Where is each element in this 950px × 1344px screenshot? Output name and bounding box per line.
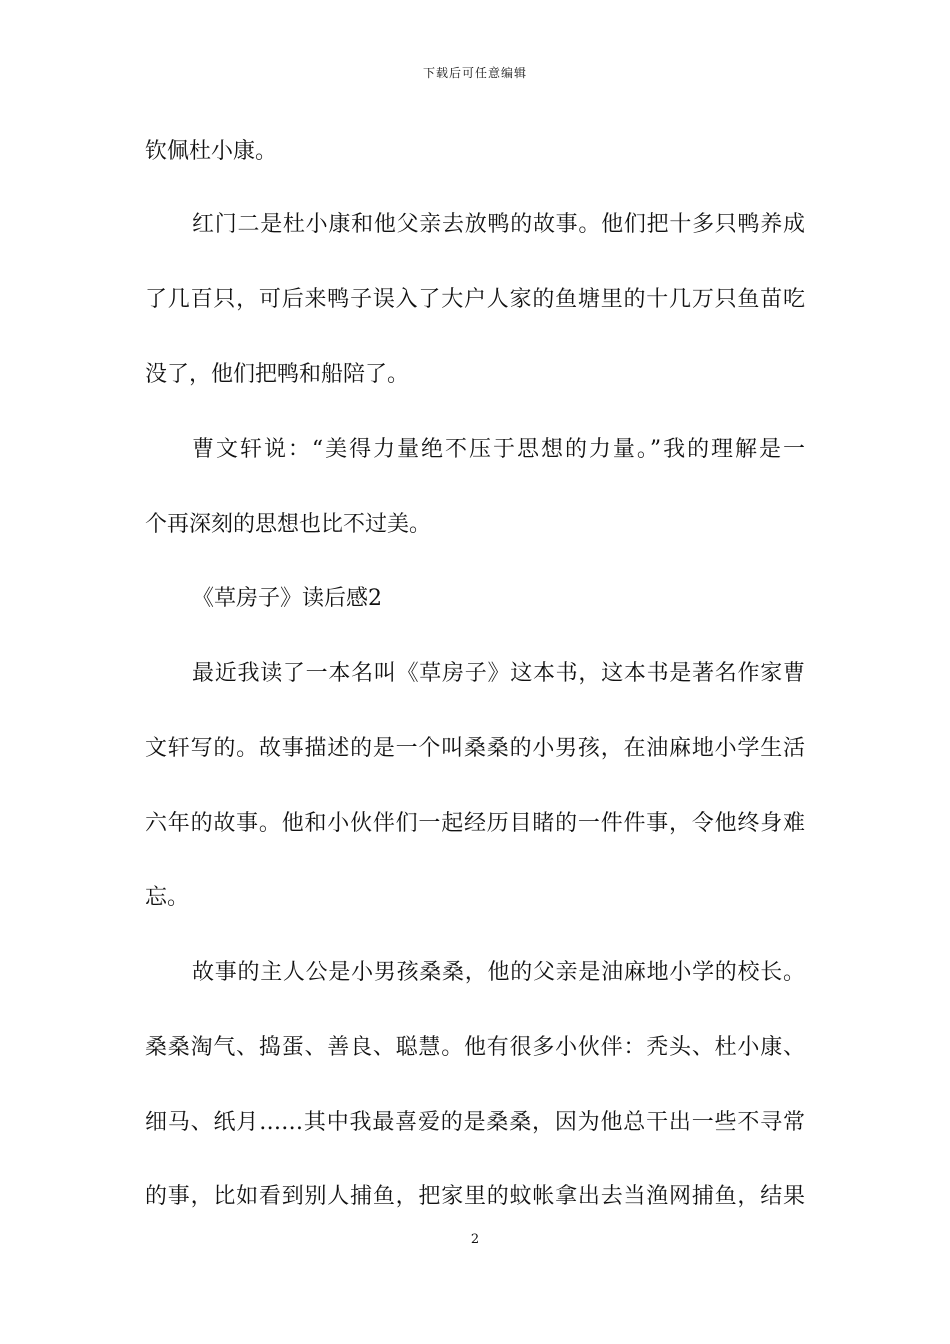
body-line: 的事，比如看到别人捕鱼，把家里的蚊帐拿出去当渔网捕鱼，结果 xyxy=(145,1184,805,1209)
body-line: 钦佩杜小康。 xyxy=(145,139,278,164)
body-line: 曹文轩说：“美得力量绝不压于思想的力量。”我的理解是一 xyxy=(192,437,805,462)
body-line: 故事的主人公是小男孩桑桑，他的父亲是油麻地小学的校长。 xyxy=(192,960,805,985)
body-line: 最近我读了一本名叫《草房子》这本书，这本书是著名作家曹 xyxy=(192,661,805,686)
body-line: 红门二是杜小康和他父亲去放鸭的故事。他们把十多只鸭养成 xyxy=(192,212,805,237)
body-line: 忘。 xyxy=(145,885,190,910)
body-line: 细马、纸月……其中我最喜爱的是桑桑，因为他总干出一些不寻常 xyxy=(145,1110,805,1135)
section-heading: 《草房子》读后感2 xyxy=(192,586,382,611)
body-line: 桑桑淘气、捣蛋、善良、聪慧。他有很多小伙伴：秃头、杜小康、 xyxy=(145,1035,805,1060)
page-number: 2 xyxy=(470,1232,480,1247)
body-line: 个再深刻的思想也比不过美。 xyxy=(145,512,432,537)
body-line: 了几百只，可后来鸭子误入了大户人家的鱼塘里的十几万只鱼苗吃 xyxy=(145,287,805,312)
body-line: 文轩写的。故事描述的是一个叫桑桑的小男孩，在油麻地小学生活 xyxy=(145,736,805,761)
body-line: 六年的故事。他和小伙伴们一起经历目睹的一件件事，令他终身难 xyxy=(145,811,805,836)
page-header: 下载后可任意编辑 xyxy=(422,66,527,80)
body-line: 没了，他们把鸭和船陪了。 xyxy=(145,362,410,387)
